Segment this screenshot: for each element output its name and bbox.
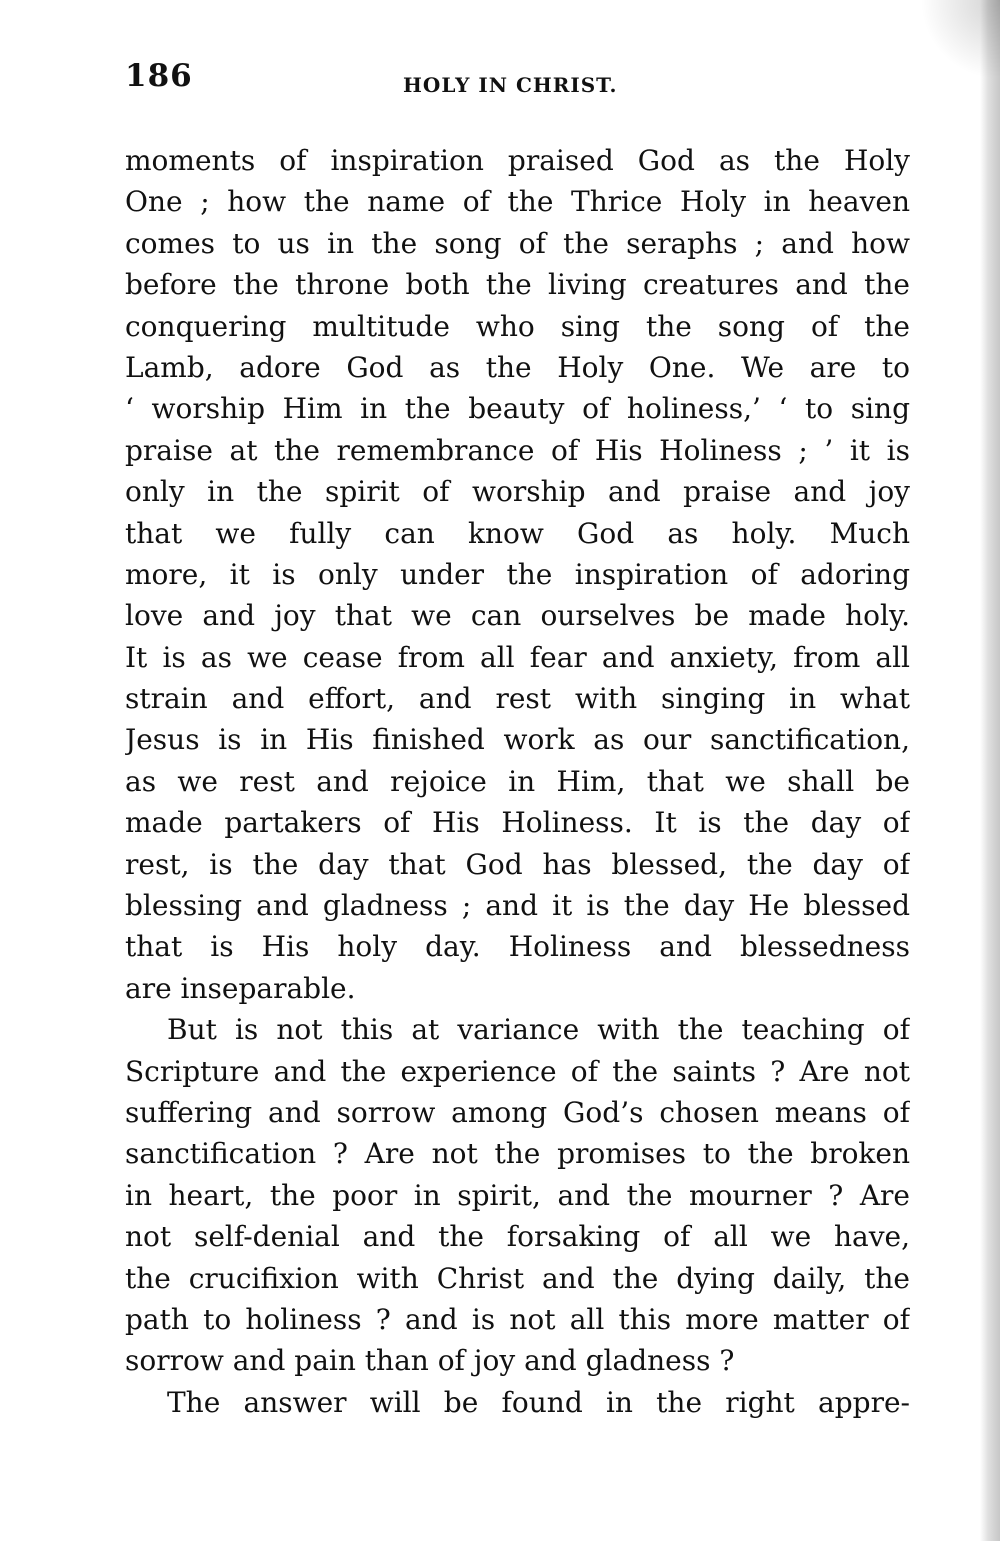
text-line: rest, is the day that God has blessed, the day of <box>125 847 910 881</box>
text-line: One ; how the name of the Thrice Holy in heaven <box>125 185 910 219</box>
text-line: made partakers of His Holiness. It is the day of <box>125 806 910 840</box>
running-title: HOLY IN CHRIST. <box>403 73 618 97</box>
text-line: that we fully can know God as holy. Much <box>125 516 910 550</box>
text-line: Lamb, adore God as the Holy One. We are to <box>125 350 910 384</box>
text-line: ‘ worship Him in the beauty of holiness,’ ‘ to sing <box>125 392 910 426</box>
text-line: more, it is only under the inspiration of adoring <box>125 557 910 591</box>
text-line: Jesus is in His finished work as our sanctification, <box>125 723 910 757</box>
text-line: It is as we cease from all fear and anxiety, from all <box>125 640 910 674</box>
page-number: 186 <box>125 58 193 94</box>
paragraph-1 <box>125 140 910 1009</box>
paragraph-2 <box>125 1009 910 1382</box>
text-line: sanctification ? Are not the promises to the broken <box>125 1137 910 1171</box>
text-line: comes to us in the song of the seraphs ; and how <box>125 226 910 260</box>
text-line: love and joy that we can ourselves be made holy. <box>125 599 910 633</box>
text-line: sorrow and pain than of joy and gladness ? <box>125 1344 735 1378</box>
text-line: But is not this at variance with the teaching of <box>167 1013 910 1047</box>
text-line: are inseparable. <box>125 971 356 1005</box>
text-line: Scripture and the experience of the saints ? Are not <box>125 1054 910 1088</box>
text-line: not self-denial and the forsaking of all we have, <box>125 1220 910 1254</box>
page-header <box>125 58 910 108</box>
text-line: The answer will be found in the right appre- <box>167 1385 910 1419</box>
text-line: in heart, the poor in spirit, and the mourner ? Are <box>125 1178 910 1212</box>
body-text <box>125 140 910 1423</box>
text-line: conquering multitude who sing the song of the <box>125 309 910 343</box>
text-line: the crucifixion with Christ and the dying daily, the <box>125 1261 910 1295</box>
text-line: suffering and sorrow among God’s chosen means of <box>125 1095 910 1129</box>
page-corner-shadow <box>920 0 1000 80</box>
text-line: before the throne both the living creatures and the <box>125 268 910 302</box>
text-line: as we rest and rejoice in Him, that we shall be <box>125 764 910 798</box>
text-line: only in the spirit of worship and praise and joy <box>125 475 910 509</box>
page-edge-shadow <box>980 0 1000 1541</box>
text-line: blessing and gladness ; and it is the day He blessed <box>125 889 910 923</box>
text-line: that is His holy day. Holiness and blessedness <box>125 930 910 964</box>
text-line: path to holiness ? and is not all this more matter of <box>125 1302 910 1336</box>
text-line: strain and effort, and rest with singing in what <box>125 682 910 716</box>
text-line: moments of inspiration praised God as the Holy <box>125 144 910 177</box>
paragraph-3 <box>125 1382 910 1423</box>
text-line: praise at the remembrance of His Holiness ; ’ it is <box>125 433 910 467</box>
